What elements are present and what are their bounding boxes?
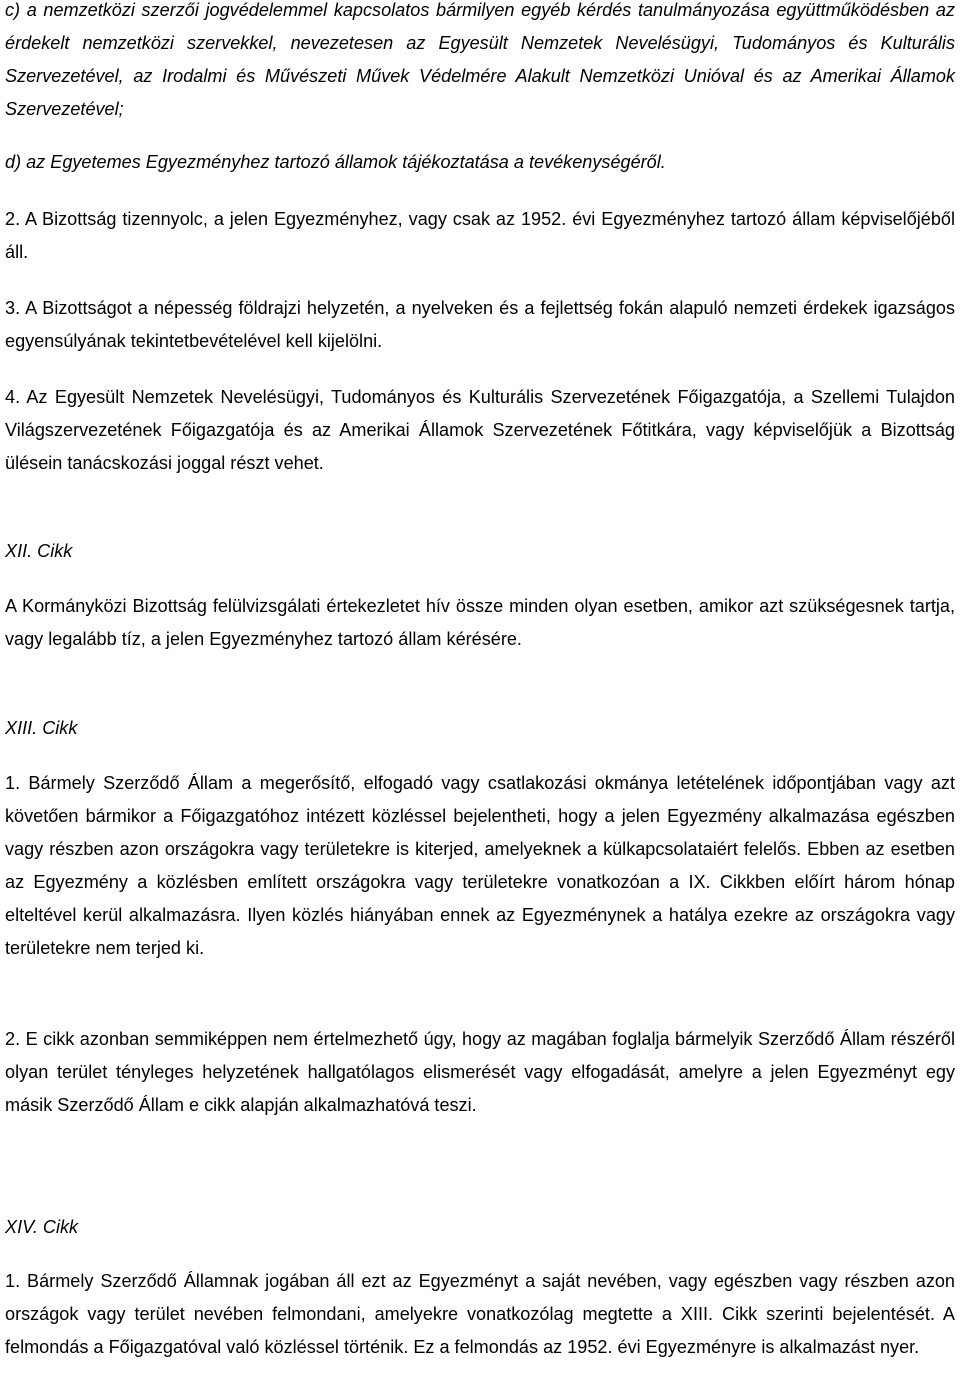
paragraph-xiv-1: 1. Bármely Szerződő Államnak jogában áll ezt az Egyezményt a saját nevében, vagy egészben vagy részben azon országok vagy terület nevében felmondani, amelyekre vonatkozólag megtette a XIII. Cikk szerinti bejelentését. A felmondás a Főigazgatóval való közléssel történik. Ez a felmondás az 1952. évi Egyezményre is alkalmazást nyer.: [5, 1271, 955, 1357]
article-heading-xiv: XIV. Cikk: [5, 1217, 79, 1237]
paragraph-c: c) a nemzetközi szerzői jogvédelemmel kapcsolatos bármilyen egyéb kérdés tanulmányozása együttműködésben az érdekelt nemzetközi szervekkel, nevezetesen az Egyesült Nemzetek Nevelésügyi, Tudományos és Kulturális Szervezetével, az Irodalmi és Művészeti Művek Védelmére Alakult Nemzetközi Unióval és az Amerikai Államok Szervezetével;: [5, 0, 955, 119]
paragraph-3: 3. A Bizottságot a népesség földrajzi helyzetén, a nyelveken és a fejlettség fokán alapuló nemzeti érdekek igazságos egyensúlyának tekintetbevételével kell kijelölni.: [5, 298, 955, 351]
paragraph-xiii-1: 1. Bármely Szerződő Állam a megerősítő, elfogadó vagy csatlakozási okmánya letételének időpontjában vagy azt követően bármikor a Főigazgatóhoz intézett közléssel bejelentheti, hogy a jelen Egyezmény alkalmazása egészben vagy részben azon országokra vagy területekre is kiterjed, amelyeknek a külkapcsolataiért felelős. Ebben az esetben az Egyezmény a közlésben említett országokra vagy területekre vonatkozóan a IX. Cikkben előírt három hónap elteltével kerül alkalmazásra. Ilyen közlés hiányában ennek az Egyezménynek a hatálya ezekre az országokra vagy területekre nem terjed ki.: [5, 773, 955, 958]
paragraph-xiii-2: 2. E cikk azonban semmiképpen nem értelmezhető úgy, hogy az magában foglalja bármelyik Szerződő Állam részéről olyan terület tényleges helyzetének hallgatólagos elismerését vagy elfogadását, amelyre a jelen Egyezményt egy másik Szerződő Állam e cikk alapján alkalmazhatóvá teszi.: [5, 1029, 955, 1115]
paragraph-4: 4. Az Egyesült Nemzetek Nevelésügyi, Tudományos és Kulturális Szervezetének Főigazgatója, a Szellemi Tulajdon Világszervezetének Főigazgatója és az Amerikai Államok Szervezetének Főtitkára, vagy képviselőjük a Bizottság ülésein tanácskozási joggal részt vehet.: [5, 387, 955, 473]
paragraph-xii: A Kormányközi Bizottság felülvizsgálati értekezletet hív össze minden olyan esetben, amikor azt szükségesnek tartja, vagy legalább tíz, a jelen Egyezményhez tartozó állam kérésére.: [5, 596, 955, 649]
article-heading-xiii: XIII. Cikk: [5, 718, 78, 738]
article-heading-xii: XII. Cikk: [5, 541, 73, 561]
paragraph-d: d) az Egyetemes Egyezményhez tartozó államok tájékoztatása a tevékenységéről.: [5, 152, 666, 172]
paragraph-2: 2. A Bizottság tizennyolc, a jelen Egyezményhez, vagy csak az 1952. évi Egyezményhez tartozó állam képviselőjéből áll.: [5, 209, 955, 262]
